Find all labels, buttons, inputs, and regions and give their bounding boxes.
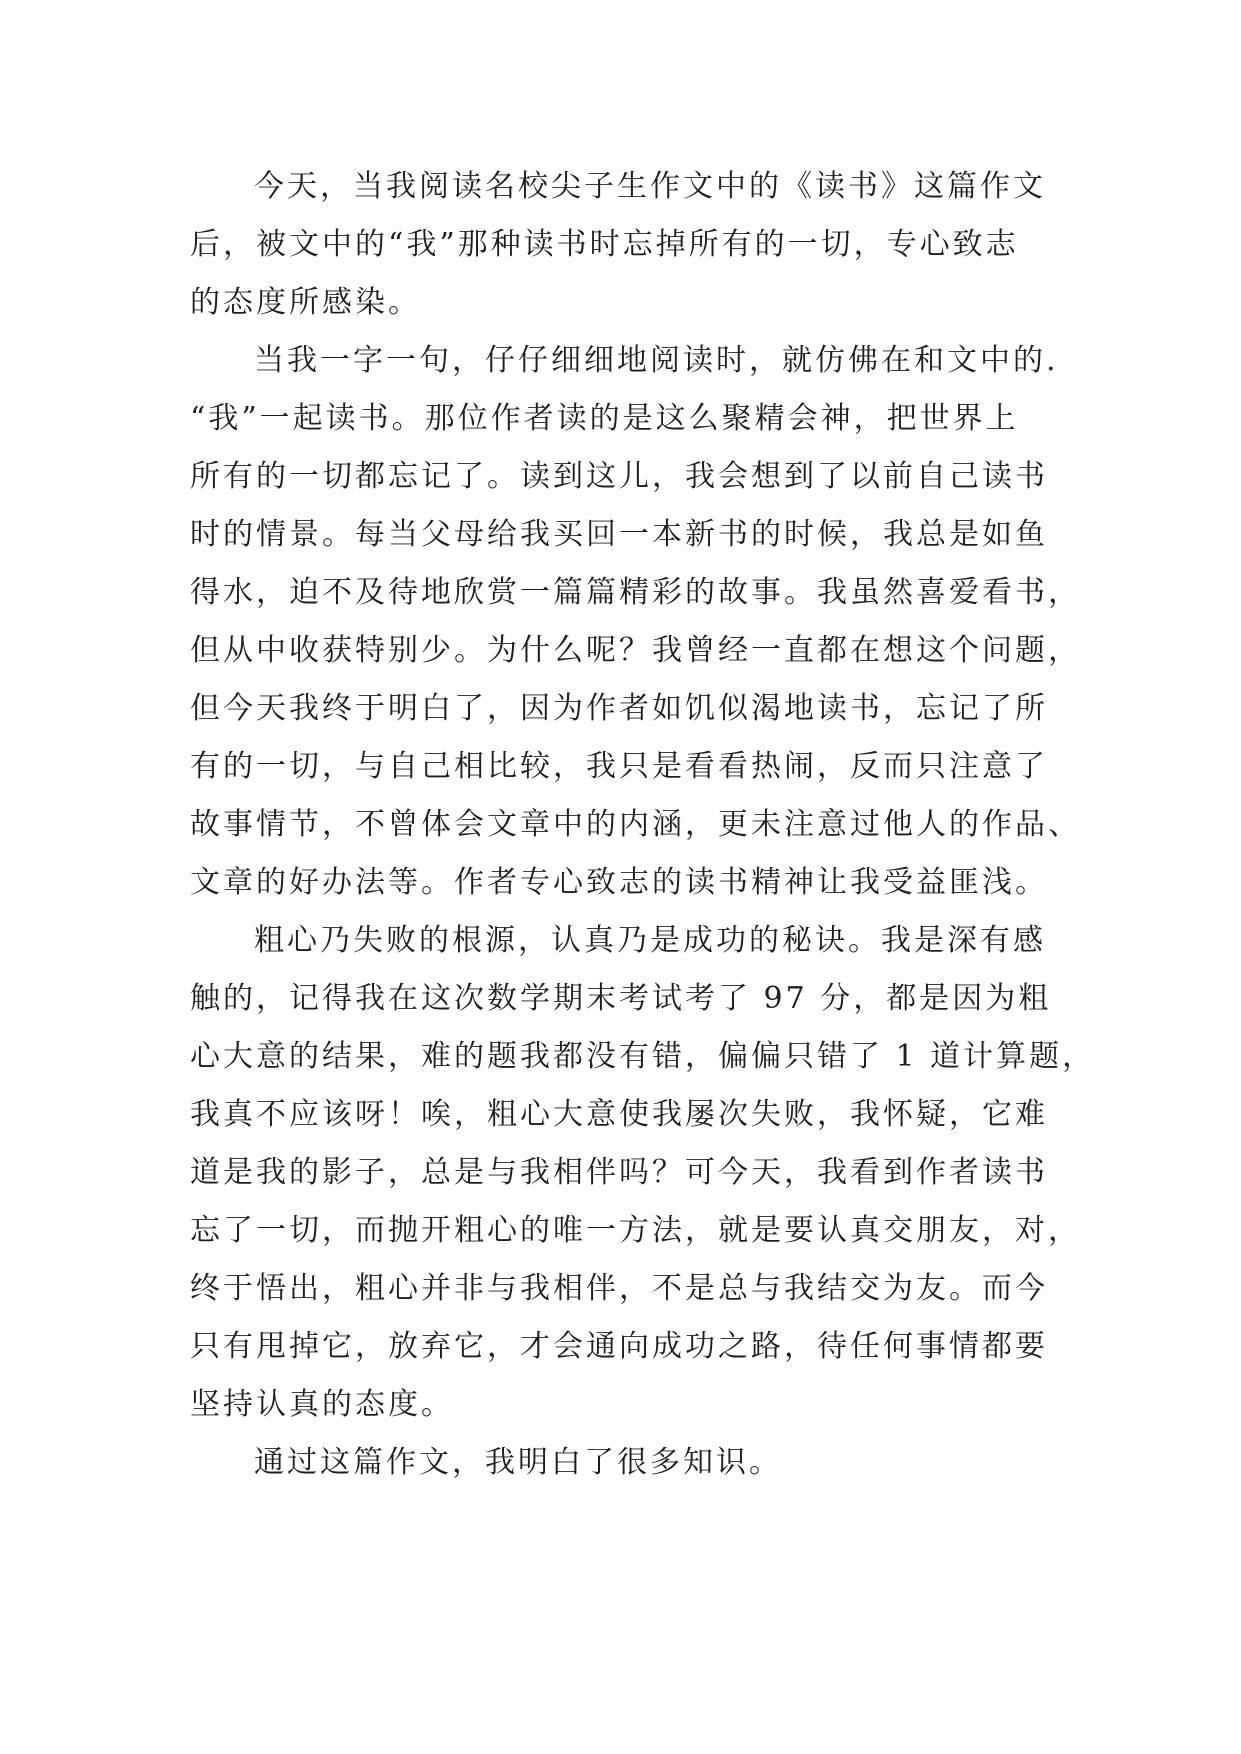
text-line: 今天，当我阅读名校尖子生作文中的《读书》这篇作文 (254, 169, 1046, 204)
text-line: 但从中收获特别少。为什么呢？我曾经一直都在想这个问题， (190, 633, 1081, 668)
text-line: 忘了一切，而抛开粗心的唯一方法，就是要认真交朋友，对， (190, 1213, 1081, 1248)
paragraph-3 (190, 912, 1096, 1434)
text-line: 道是我的影子，总是与我相伴吗？可今天，我看到作者读书 (190, 1155, 1048, 1190)
text-line: 粗心乃失败的根源，认真乃是成功的秘诀。我是深有感 (254, 923, 1046, 958)
paragraph-1 (190, 158, 1060, 332)
text-line: 时的情景。每当父母给我买回一本新书的时候，我总是如鱼 (190, 517, 1048, 552)
text-line: 后，被文中的“我”那种读书时忘掉所有的一切，专心致志 (190, 227, 1019, 262)
text-line: 我真不应该呀！唉，粗心大意使我屡次失败，我怀疑，它难 (190, 1097, 1048, 1132)
text-line: 故事情节，不曾体会文章中的内涵，更未注意过他人的作品、 (190, 807, 1081, 842)
text-line: 但今天我终于明白了，因为作者如饥似渴地读书，忘记了所 (190, 691, 1048, 726)
text-line: 终于悟出，粗心并非与我相伴，不是总与我结交为友。而今 (190, 1271, 1048, 1306)
text-line: 得水，迫不及待地欣赏一篇篇精彩的故事。我虽然喜爱看书， (190, 575, 1081, 610)
paragraph-4 (190, 1434, 1060, 1492)
text-line: 有的一切，与自己相比较，我只是看看热闹，反而只注意了 (190, 749, 1048, 784)
text-line: 的态度所感染。 (190, 285, 421, 320)
text-line: 坚持认真的态度。 (190, 1387, 454, 1422)
text-line: “我”一起读书。那位作者读的是这么聚精会神，把世界上 (190, 401, 1019, 436)
text-line: 文章的好办法等。作者专心致志的读书精神让我受益匪浅。 (190, 865, 1048, 900)
essay-body (190, 158, 1096, 1492)
text-line: 通过这篇作文，我明白了很多知识。 (254, 1445, 782, 1480)
text-line: 心大意的结果，难的题我都没有错，偏偏只错了 1 道计算题， (190, 1039, 1096, 1074)
text-line: 当我一字一句，仔仔细细地阅读时，就仿佛在和文中的. (254, 343, 1059, 378)
text-line: 所有的一切都忘记了。读到这儿，我会想到了以前自己读书 (190, 459, 1048, 494)
paragraph-2 (190, 332, 1081, 912)
text-line: 只有甩掉它，放弃它，才会通向成功之路，待任何事情都要 (190, 1329, 1048, 1364)
text-line: 触的，记得我在这次数学期末考试考了 97 分，都是因为粗 (190, 981, 1052, 1016)
